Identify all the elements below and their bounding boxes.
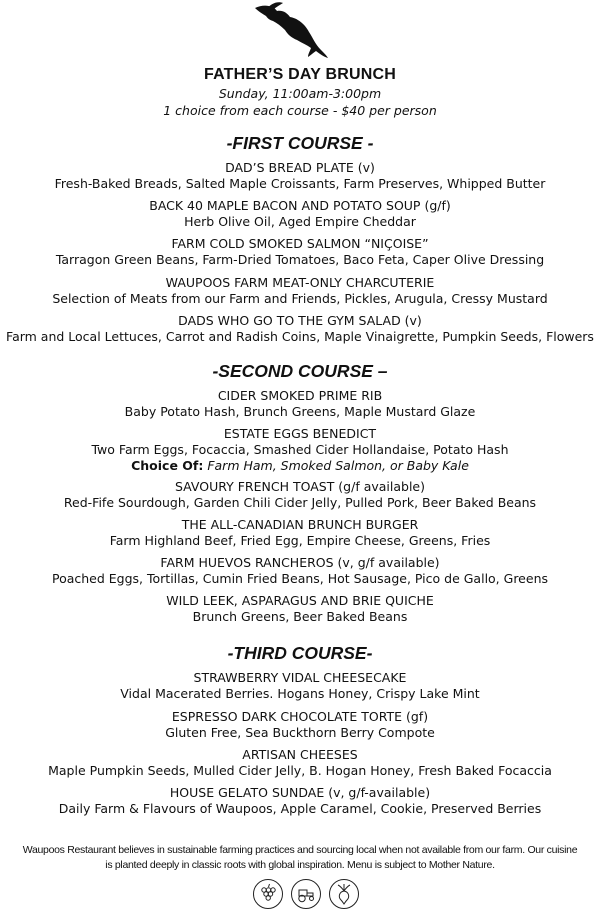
dish-description: Fresh-Baked Breads, Salted Maple Croissants, Farm Preserves, Whipped Butter xyxy=(54,176,546,191)
grapes-icon xyxy=(253,879,283,909)
dish-description: Daily Farm & Flavours of Waupoos, Apple Caramel, Cookie, Preserved Berries xyxy=(58,801,542,816)
brunch-pricing: 1 choice from each course - $40 per person xyxy=(163,103,437,118)
dish-name: FARM HUEVOS RANCHEROS (v, g/f available) xyxy=(160,555,440,570)
dish-name: STRAWBERRY VIDAL CHEESECAKE xyxy=(193,670,407,685)
dish-name: ARTISAN CHEESES xyxy=(242,747,358,762)
dish-name: THE ALL-CANADIAN BRUNCH BURGER xyxy=(181,517,419,532)
dish-description: Two Farm Eggs, Focaccia, Smashed Cider Hollandaise, Potato Hash xyxy=(91,442,509,457)
dish-name: ESPRESSO DARK CHOCOLATE TORTE (gf) xyxy=(171,709,429,724)
dish-name: FARM COLD SMOKED SALMON “NIÇOISE” xyxy=(171,236,429,251)
dish-description: Poached Eggs, Tortillas, Cumin Fried Beans, Hot Sausage, Pico de Gallo, Greens xyxy=(51,571,548,586)
menu-item xyxy=(0,198,600,230)
dish-description: Baby Potato Hash, Brunch Greens, Maple Mustard Glaze xyxy=(124,404,476,419)
menu-item xyxy=(0,479,600,511)
tractor-icon xyxy=(291,879,321,909)
brunch-hours: Sunday, 11:00am-3:00pm xyxy=(218,86,382,101)
menu-item xyxy=(0,388,600,420)
dish-description: Gluten Free, Sea Buckthorn Berry Compote xyxy=(165,725,435,740)
menu-item xyxy=(0,785,600,817)
dish-name: ESTATE EGGS BENEDICT xyxy=(223,426,377,441)
choice-label: Choice Of: xyxy=(131,458,204,473)
dish-choice xyxy=(0,458,600,474)
menu-item xyxy=(0,747,600,779)
dish-name: HOUSE GELATO SUNDAE (v, g/f-available) xyxy=(169,785,431,800)
menu-item xyxy=(0,555,600,587)
dish-name: DADS WHO GO TO THE GYM SALAD (v) xyxy=(178,313,422,328)
dish-description: Farm and Local Lettuces, Carrot and Radish Coins, Maple Vinaigrette, Pumpkin Seeds, Flowers xyxy=(6,329,594,344)
menu-item xyxy=(0,160,600,192)
dish-description: Red-Fife Sourdough, Garden Chili Cider Jelly, Pulled Pork, Beer Baked Beans xyxy=(63,495,537,510)
second-course-heading: -SECOND COURSE – xyxy=(212,361,388,381)
dish-name: CIDER SMOKED PRIME RIB xyxy=(217,388,383,403)
dish-name: WILD LEEK, ASPARAGUS AND BRIE QUICHE xyxy=(166,593,434,608)
dish-description: Brunch Greens, Beer Baked Beans xyxy=(192,609,408,624)
footer-line-1: Waupoos Restaurant believes in sustainable farming practices and sourcing local when not available from our farm. Our cuisine xyxy=(22,844,578,856)
first-course-heading: -FIRST COURSE - xyxy=(226,133,374,153)
dish-name: WAUPOOS FARM MEAT-ONLY CHARCUTERIE xyxy=(165,275,435,290)
dish-description: Vidal Macerated Berries. Hogans Honey, Crispy Lake Mint xyxy=(120,686,480,701)
dish-description: Maple Pumpkin Seeds, Mulled Cider Jelly, B. Hogan Honey, Fresh Baked Focaccia xyxy=(48,763,552,778)
dish-description: Farm Highland Beef, Fried Egg, Empire Cheese, Greens, Fries xyxy=(109,533,491,548)
menu-item xyxy=(0,517,600,549)
dish-description: Herb Olive Oil, Aged Empire Cheddar xyxy=(184,214,416,229)
sustainability-note xyxy=(8,843,592,873)
dish-description: Selection of Meats from our Farm and Friends, Pickles, Arugula, Cressy Mustard xyxy=(52,291,548,306)
radish-icon xyxy=(329,879,359,909)
menu-item xyxy=(0,236,600,268)
dish-description: Tarragon Green Beans, Farm-Dried Tomatoes, Baco Feta, Caper Olive Dressing xyxy=(55,252,545,267)
choice-options: Farm Ham, Smoked Salmon, or Baby Kale xyxy=(207,458,469,473)
rabbit-logo-icon xyxy=(253,2,329,60)
page-title: FATHER’S DAY BRUNCH xyxy=(204,66,396,83)
footer-line-2: is planted deeply in classic roots with global inspiration. Menu is subject to Mother Nature. xyxy=(105,859,495,871)
dish-name: SAVOURY FRENCH TOAST (g/f available) xyxy=(175,479,425,494)
menu-item xyxy=(0,709,600,741)
menu-item xyxy=(0,313,600,345)
footer-icons xyxy=(253,879,357,911)
third-course-heading: -THIRD COURSE- xyxy=(227,643,373,663)
dish-name: BACK 40 MAPLE BACON AND POTATO SOUP (g/f) xyxy=(149,198,451,213)
menu-item xyxy=(0,426,600,474)
dish-name: DAD’S BREAD PLATE (v) xyxy=(225,160,375,175)
menu-item xyxy=(0,670,600,702)
menu-item xyxy=(0,593,600,625)
menu-item xyxy=(0,275,600,307)
